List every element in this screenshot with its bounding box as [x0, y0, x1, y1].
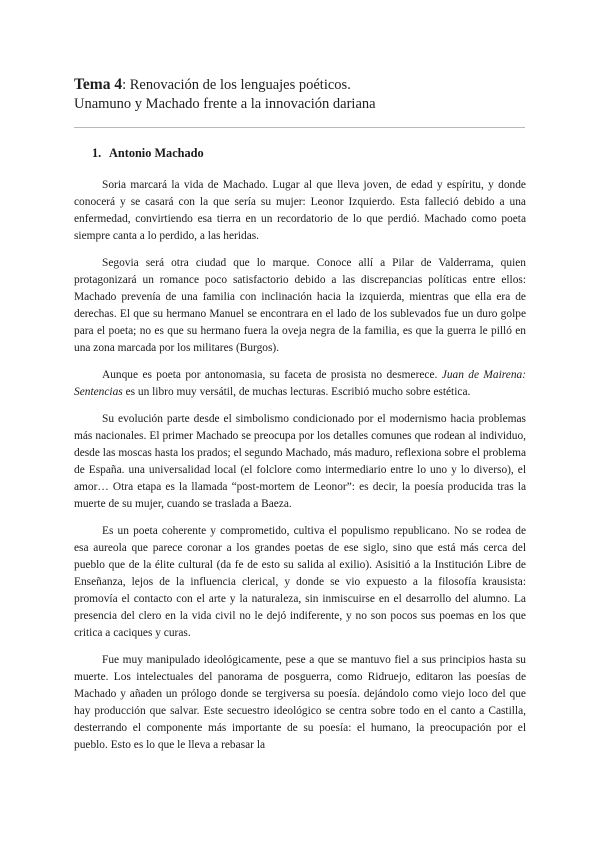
section-title: Antonio Machado: [109, 146, 204, 160]
title-block: [74, 75, 534, 114]
paragraph-prosista-after: es un libro muy versátil, de muchas lecturas. Escribió mucho sobre estética.: [122, 386, 471, 398]
section-number: 1.: [92, 146, 102, 160]
section-heading: [92, 146, 204, 161]
paragraph-manipulado: Fue muy manipulado ideológicamente, pese a que se mantuvo fiel a sus principios hasta su muerte. Los intelectuales del panorama de posguerra, como Ridruejo, editaron las poesías de Machado y añaden un prólogo donde se tergiversa su poesía. dejándolo como viejo loco del que hay producción que salvar. Este secuestro ideológico se centra sobre todo en el canto a Castilla, desterrando el componente más importante de su poesía: el humano, la preocupación por el pueblo. Esto es lo que le lleva a rebasar la: [74, 654, 526, 751]
paragraph-segovia: Segovia será otra ciudad que lo marque. Conoce allí a Pilar de Valderrama, quien protagonizará un romance poco satisfactorio debido a las discrepancias políticas entre ellos: Machado prevenía de una familia con inclinación hacia la izquierda, mientras que ella era de derechas. El que su hermano Manuel se encontrara en el lado de los sublevados fue un duro golpe para el poeta; no es que su hermano fuera la oveja negra de la familia, es que la guerra le pilló en una zona marcada por los militares (Burgos).: [74, 257, 526, 354]
book-title: Juan de Mairena: Sentencias: [74, 369, 527, 398]
paragraph-prosista-before: Aunque es poeta por antonomasia, su faceta de prosista no desmerece.: [102, 369, 442, 381]
paragraph-poeta-coherente: Es un poeta coherente y comprometido, cultiva el populismo republicano. No se rodea de esa aureola que parece coronar a los grandes poetas de ese siglo, sino que está más cerca del pueblo que de la élite cultural (da fe de esto su salida al exilio). Asisitió a la Institución Libre de Enseñanza, lejos de la influencia clerical, y donde se vio expuesto a la filosofía krausista: promovía el contacto con el arte y la naturaleza, sin inmiscuirse en el desarrollo del alumno. La presencia del clero en la vida civil no le dejó indiferente, y no son pocos sus poemas en los que critica a caciques y curas.: [74, 525, 526, 639]
paragraph-prosista: [74, 367, 526, 401]
title-rest: : Renovación de los lenguajes poéticos.: [122, 77, 351, 93]
paragraph-evolucion: Su evolución parte desde el simbolismo condicionado por el modernismo hacia problemas más nacionales. El primer Machado se preocupa por los detalles comunes que rodean al individuo, desde las moscas hasta los prados; el segundo Machado, más maduro, reflexiona sobre el problema de España. una universalidad local (el folclore como intermediario entre lo uno y lo diverso), el amor… Otra etapa es la llamada “post-mortem de Leonor”: es decir, la poesía producida tras la muerte de su mujer, cuando se traslada a Baeza.: [74, 413, 526, 510]
paragraph-soria: Soria marcará la vida de Machado. Lugar al que lleva joven, de edad y espíritu, y donde conocerá y se casará con la que sería su mujer: Leonor Izquierdo. Esta falleció debido a una enfermedad, convirtiendo esa tierra en un recordatorio de lo que perdió. Machado como poeta siempre canta a lo perdido, a las heridas.: [74, 179, 526, 242]
title-divider: [74, 127, 525, 128]
tema-label: Tema 4: [74, 76, 123, 93]
body-text: [74, 177, 526, 764]
subtitle: Unamuno y Machado frente a la innovación dariana: [74, 96, 376, 112]
main-title: [74, 75, 534, 95]
